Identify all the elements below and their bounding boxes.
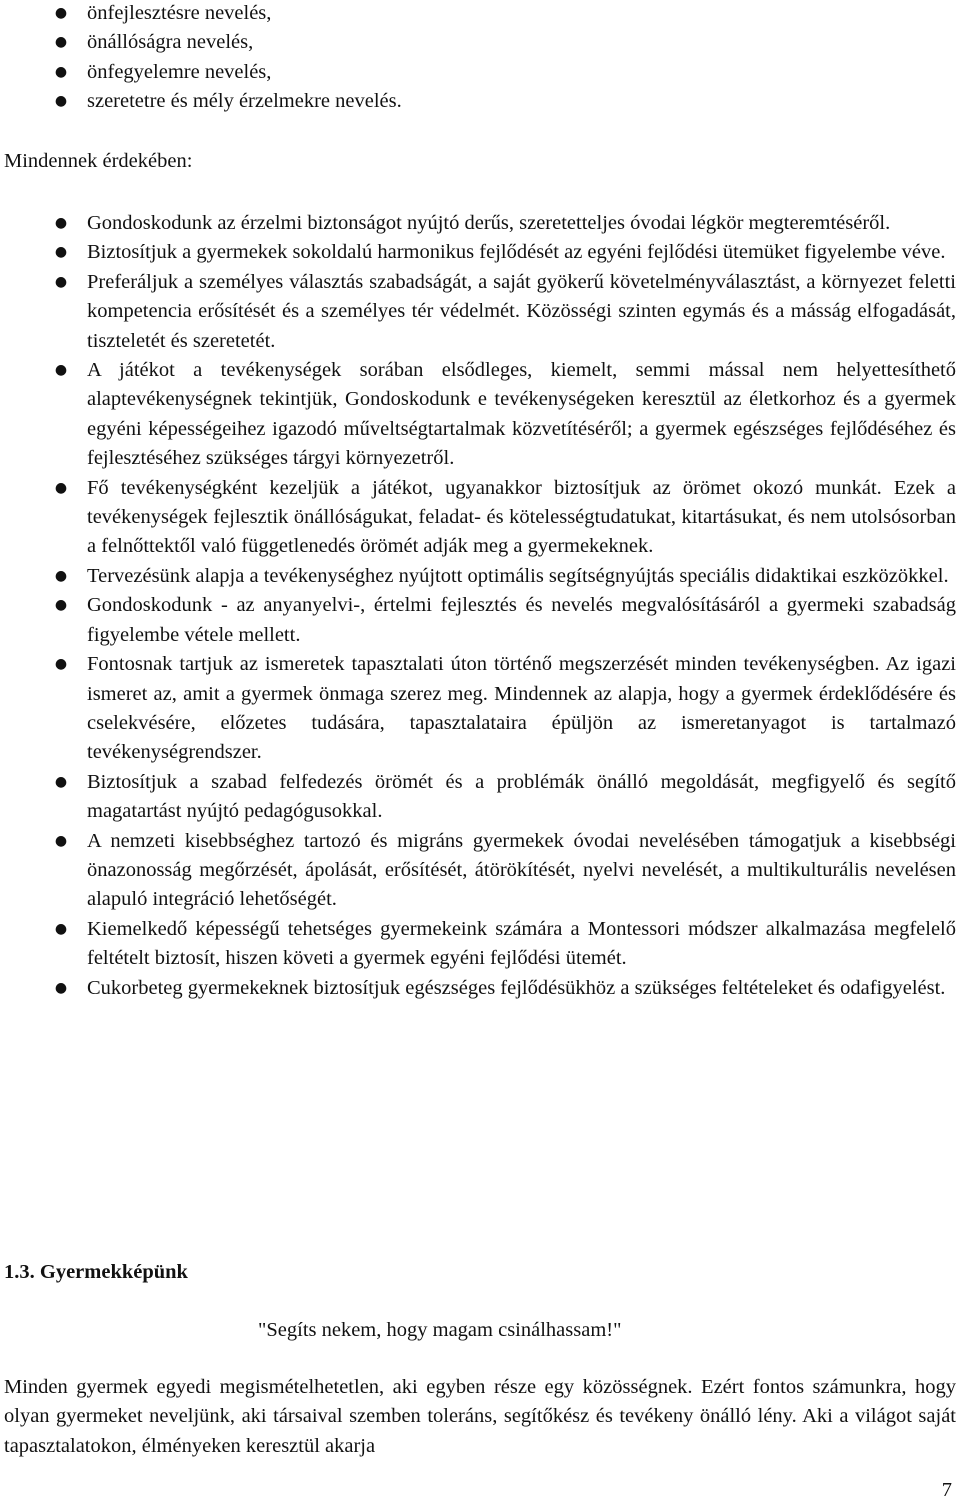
list-item-text: Preferáljuk a személyes választás szabadságát, a saját gyökerű követelményválasztást, a környezet feletti kompetencia erősítését és a személyes tér védelmét. Közösségi szinten egymás és a másság elfogadását, tiszteletét és szeretetét. xyxy=(87,270,956,352)
list-item-text: A nemzeti kisebbséghez tartozó és migráns gyermekek óvodai nevelésében támogatjuk a kisebbségi önazonosság megőrzését, ápolását, erősítését, átörökítését, nyelvi nevelését, a multikulturális nevelésen alapuló integráció lehetőségét. xyxy=(87,829,956,911)
bullet-icon: ● xyxy=(54,215,68,231)
bullet-icon: ● xyxy=(54,362,68,379)
bullet-icon: ● xyxy=(54,63,68,80)
list-item xyxy=(0,650,960,768)
list-item xyxy=(0,768,960,827)
list-item-text: Biztosítjuk a szabad felfedezés örömét és a problémák önálló megoldását, megfigyelő és segítő magatartást nyújtó pedagógusokkal. xyxy=(87,770,956,823)
bullet-icon: ● xyxy=(54,773,68,790)
list-item-text: Fő tevékenységként kezeljük a játékot, ugyanakkor biztosítjuk az örömet okozó munkát. Ezek a tevékenységek fejlesztik önállóságukat, feladat- és kötelességtudatukat, kitartásukat, és nem utolsósorban a felnőttektől való függetlenedés örömét adják meg a gyermekeknek. xyxy=(87,476,956,558)
bullet-icon: ● xyxy=(54,244,68,261)
list-item xyxy=(0,209,960,238)
list-item xyxy=(0,0,960,28)
bullet-icon: ● xyxy=(54,656,68,673)
list-item xyxy=(0,974,960,1003)
list-item xyxy=(0,591,960,650)
list-item xyxy=(0,87,960,116)
list-item-text: önállóságra nevelés, xyxy=(87,31,254,54)
bullet-icon: ● xyxy=(54,832,68,849)
list-item xyxy=(0,827,960,915)
list-item xyxy=(0,268,960,356)
list-item-text: Kiemelkedő képességű tehetséges gyermekeink számára a Montessori módszer alkalmazása megfelelő feltételt biztosít, hiszen követi a gyermek egyéni fejlődési ütemét. xyxy=(87,917,956,970)
list-item-text: Tervezésünk alapja a tevékenységhez nyújtott optimális segítségnyújtás speciális didaktikai eszközökkel. xyxy=(87,564,949,587)
list-item-text: Cukorbeteg gyermekeknek biztosítjuk egészséges fejlődésükhöz a szükséges feltételeket és odafigyelést. xyxy=(87,976,946,999)
actions-list xyxy=(0,209,960,1003)
list-item xyxy=(0,562,960,591)
list-item xyxy=(0,238,960,267)
body-paragraph: Minden gyermek egyedi megismételhetetlen, aki egyben része egy közösségnek. Ezért fontos számunkra, hogy olyan gyermeket neveljünk, aki társaival szemben toleráns, segítőkész és tevékeny önálló lény. Aki a világot saját tapasztalatokon, élményeken keresztül akarja xyxy=(4,1376,956,1457)
list-item-text: szeretetre és mély érzelmekre nevelés. xyxy=(87,90,402,113)
motto-quote: "Segíts nekem, hogy magam csinálhassam!" xyxy=(258,1319,622,1341)
bullet-icon: ● xyxy=(54,567,68,584)
list-item-text: Gondoskodunk - az anyanyelvi-, értelmi fejlesztés és nevelés megvalósításáról a gyermeki szabadság figyelembe vétele mellett. xyxy=(87,594,956,646)
list-item xyxy=(0,915,960,974)
bullet-icon: ● xyxy=(54,5,68,21)
list-item xyxy=(0,474,960,562)
bullet-icon: ● xyxy=(54,920,68,937)
bullet-icon: ● xyxy=(54,93,68,110)
list-item-text: Gondoskodunk az érzelmi biztonságot nyújtó derűs, szeretetteljes óvodai légkör megteremtéséről. xyxy=(87,212,891,234)
bullet-icon: ● xyxy=(54,34,68,51)
page-number: 7 xyxy=(941,1479,952,1501)
bullet-icon: ● xyxy=(54,597,68,614)
list-item-text: Biztosítjuk a gyermekek sokoldalú harmonikus fejlődését az egyéni fejlődési ütemüket figyelembe véve. xyxy=(87,241,946,264)
bullet-icon: ● xyxy=(54,273,68,290)
list-item xyxy=(0,58,960,87)
list-item-text: önfejlesztésre nevelés, xyxy=(87,2,272,24)
goals-list xyxy=(0,0,960,117)
intro-text: Mindennek érdekében: xyxy=(4,150,193,172)
list-item xyxy=(0,28,960,57)
list-item-text: A játékot a tevékenységek sorában elsődleges, kiemelt, semmi mással nem helyettesíthető alaptevékenységnek tekintjük, Gondoskodunk e tevékenységeken keresztül az életkorhoz és a gyermek egyéni képességeihez igazodó műveltségtartalmak közvetítéséről; a gyermek egészséges fejlődéséhez és fejlesztéséhez szükséges tárgyi környezetről. xyxy=(87,359,956,470)
bullet-icon: ● xyxy=(54,979,68,996)
bullet-icon: ● xyxy=(54,479,68,496)
list-item xyxy=(0,356,960,474)
list-item-text: Fontosnak tartjuk az ismeretek tapasztalati úton történő megszerzését minden tevékenységben. Az igazi ismeret az, amit a gyermek önmaga szerez meg. Mindennek az alapja, hogy a gyermek érdeklődésére és cselekvésére, előzetes tudására, tapasztalataira épüljön az ismeretanyagot is tartalmazó tevékenységrendszer. xyxy=(87,653,956,764)
section-heading: 1.3. Gyermekképünk xyxy=(4,1261,188,1283)
list-item-text: önfegyelemre nevelés, xyxy=(87,60,272,83)
